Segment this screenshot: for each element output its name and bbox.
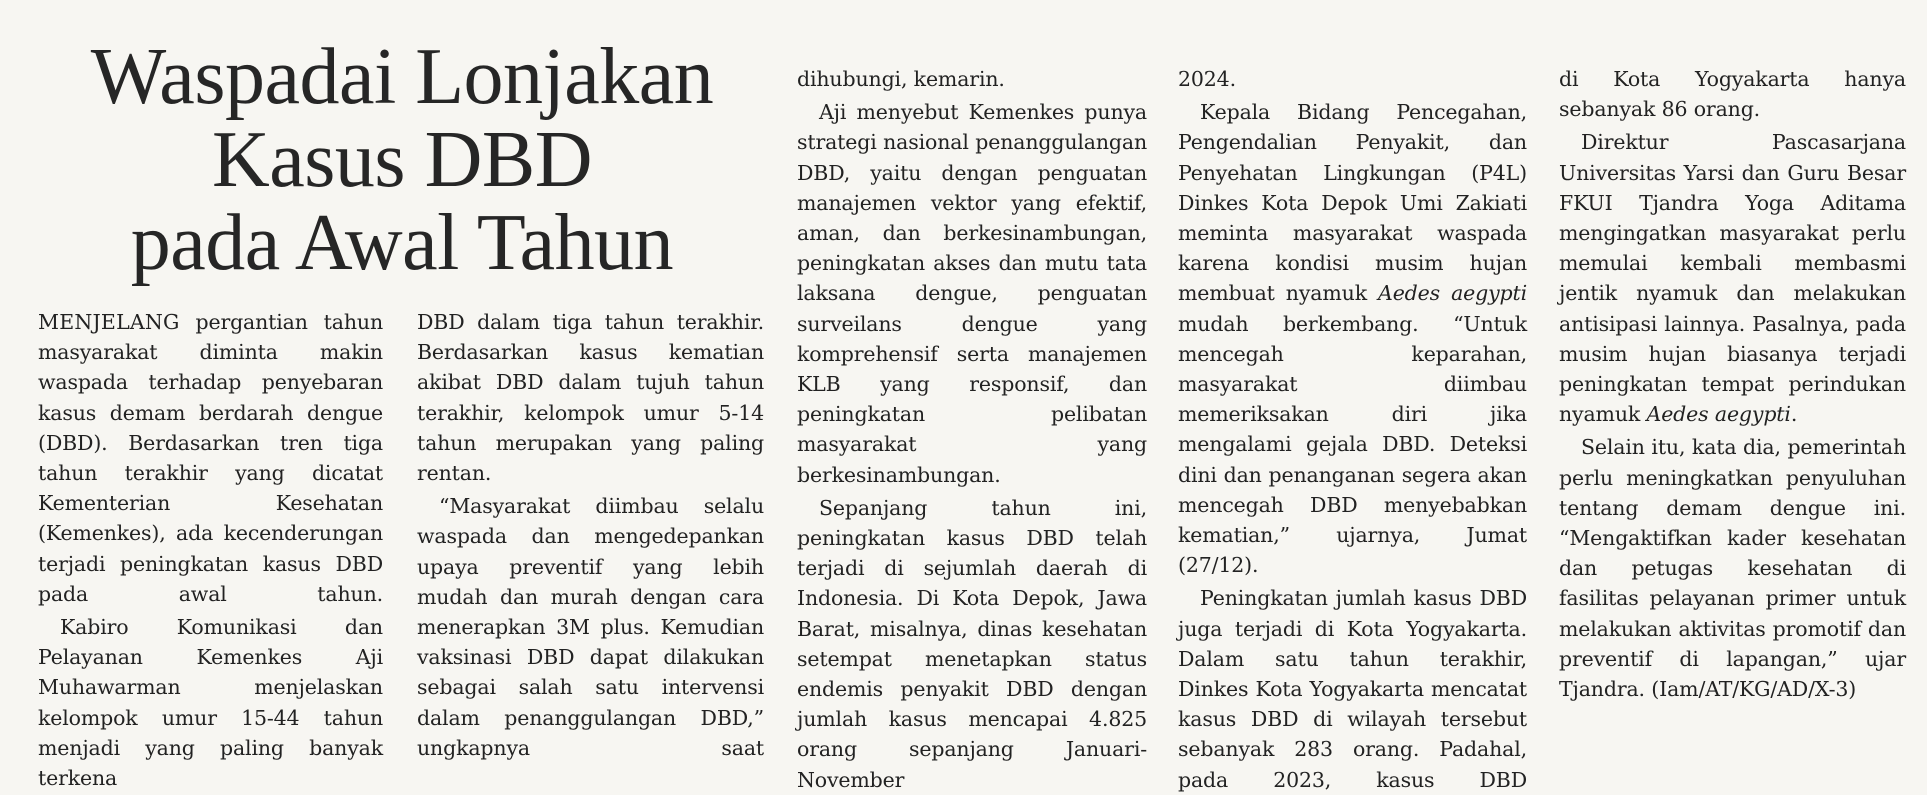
- column-5-paragraph-1: di Kota Yogyakarta hanya sebanyak 86 orang.: [1559, 67, 1906, 122]
- headline-line-3: pada Awal Tahun: [130, 199, 674, 287]
- column-5-paragraph-2-text-a: Direktur Pascasarjana Universitas Yarsi dan Guru Besar FKUI Tjandra Yoga Aditama mengingatkan masyarakat perlu memulai kembali membasmi jentik nyamuk dan melakukan antisipasi lainnya. Pasalnya, pada musim hujan biasanya terjadi peningkatan tempat perindukan nyamuk: [1559, 130, 1906, 427]
- headline-line-2: Kasus DBD: [212, 116, 592, 204]
- column-3-paragraph-3: Sepanjang tahun ini, peningkatan kasus DBD telah terjadi di sejumlah daerah di Indonesia. Di Kota Depok, Jawa Barat, misalnya, dinas kesehatan setempat menetapkan status endemis penyakit DBD dengan jumlah kasus mencapai 4.825 orang sepanjang Januari-November: [797, 495, 1147, 792]
- species-name-italic-2: Aedes aegypti: [1646, 402, 1791, 427]
- column-5-paragraph-2-text-b: .: [1790, 402, 1798, 427]
- column-4-paragraph-2-text-b: mudah berkembang. “Untuk mencegah keparahan, masyarakat diimbau memeriksakan diri jika mengalami gejala DBD. Deteksi dini dan penanganan segera akan mencegah DBD menyebabkan kematian,” ujarnya, Jumat (27/12).: [1178, 311, 1527, 578]
- column-1-paragraph-1: [38, 307, 383, 609]
- column-4-paragraph-1: 2024.: [1178, 67, 1236, 91]
- column-1-paragraph-2: Kabiro Komunikasi dan Pelayanan Kemenkes Aji Muhawarman menjelaskan kelompok umur 15-44 tahun menjadi yang paling banyak terkena: [38, 615, 383, 791]
- column-3-paragraph-2: Aji menyebut Kemenkes punya strategi nasional penanggulangan DBD, yaitu dengan penguatan manajemen vektor yang efektif, aman, dan berkesinambungan, peningkatan akses dan mutu tata laksana dengue, penguatan surveilans dengue yang komprehensif serta manajemen KLB yang responsif, dan peningkatan pelibatan masyarakat yang berkesinambungan.: [797, 100, 1147, 487]
- column-3: [797, 64, 1147, 795]
- column-4: [1178, 64, 1527, 795]
- column-2-paragraph-2: “Masyarakat diimbau selalu waspada dan mengedepankan upaya preventif yang lebih mudah dan murah dengan cara menerapkan 3M plus. Kemudian vaksinasi DBD dapat dilakukan sebagai salah satu intervensi dalam penanggulangan DBD,” ungkapnya saat: [417, 494, 764, 760]
- column-2-paragraph-1: DBD dalam tiga tahun terakhir. Berdasarkan kasus kematian akibat DBD dalam tujuh tahun terakhir, kelompok umur 5-14 tahun merupakan yang paling rentan.: [417, 310, 764, 486]
- species-name-italic: Aedes aegypti: [1378, 281, 1527, 306]
- column-4-paragraph-3: Peningkatan jumlah kasus DBD juga terjadi di Kota Yogyakarta. Dalam satu tahun terakhir, Dinkes Kota Yogyakarta mencatat kasus DBD di wilayah tersebut sebanyak 283 orang. Padahal, pada 2023, kasus DBD: [1178, 586, 1527, 792]
- column-2: [417, 307, 764, 763]
- column-4-paragraph-2: [1178, 97, 1527, 580]
- column-4-paragraph-2-text-a: Kepala Bidang Pencegahan, Pengendalian Penyakit, dan Penyehatan Lingkungan (P4L) Dinkes Kota Depok Umi Zakiati meminta masyarakat waspada karena kondisi musim hujan membuat nyamuk: [1178, 100, 1527, 306]
- column-1: [38, 307, 383, 793]
- headline: [62, 33, 742, 287]
- lead-text: pergantian tahun masyarakat diminta makin waspada terhadap penyebaran kasus demam berdarah dengue (DBD). Berdasarkan tren tiga tahun terakhir yang dicatat Kementerian Kesehatan (Kemenkes), ada kecenderungan terjadi peningkatan kasus DBD pada awal tahun.: [38, 310, 383, 606]
- column-3-paragraph-1: dihubungi, kemarin.: [797, 67, 1005, 91]
- column-5-paragraph-3: Selain itu, kata dia, pemerintah perlu meningkatkan penyuluhan tentang demam dengue ini. “Mengaktifkan kader kesehatan dan petugas kesehatan di fasilitas pelayanan primer untuk melakukan aktivitas promotif dan preventif di lapangan,” ujar Tjandra. (Iam/AT/KG/AD/X-3): [1559, 435, 1906, 702]
- headline-line-1: Waspadai Lonjakan: [90, 33, 714, 121]
- column-5: [1559, 64, 1906, 704]
- lead-kicker: MENJELANG: [38, 310, 180, 334]
- column-5-paragraph-2: [1559, 127, 1906, 429]
